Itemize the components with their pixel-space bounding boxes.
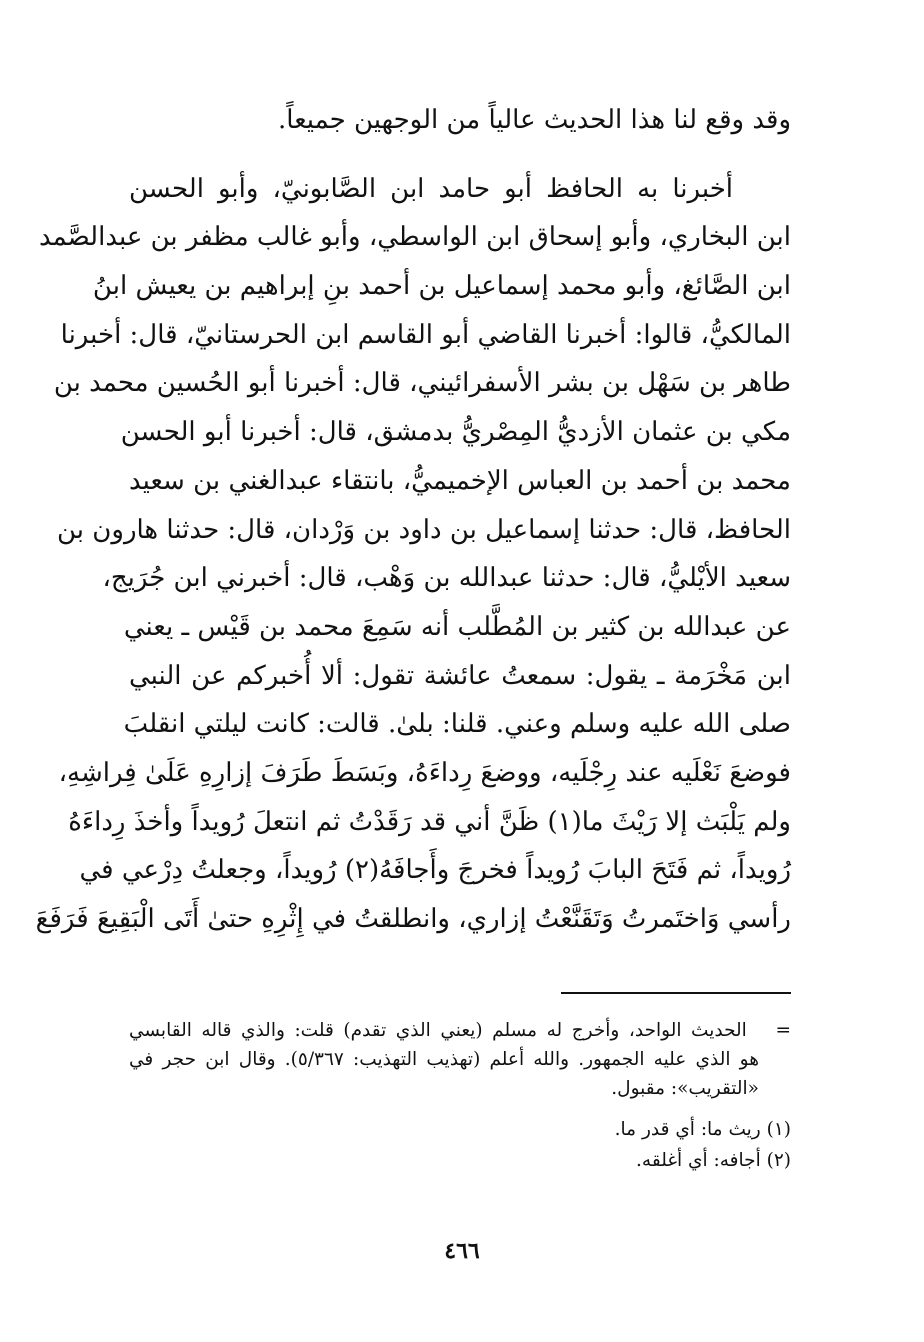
- text-line: ابن الصَّائغ، وأبو محمد إسماعيل بن أحمد بنِ إبراهيم بن يعيش ابنُ: [92, 271, 791, 302]
- footnote-line: [129, 1115, 791, 1144]
- text-line: المالكيُّ، قالوا: أخبرنا القاضي أبو القاسم ابن الحرستانيّ، قال: أخبرنا: [60, 319, 791, 350]
- footnote-text: أجافه: أي أغلقه.: [636, 1150, 761, 1171]
- text-line: طاهر بن سَهْل بن بشر الأسفرائيني، قال: أخبرنا أبو الحُسين محمد بن: [53, 368, 791, 399]
- footnote-number: (١): [766, 1119, 791, 1140]
- text-line: أخبرنا به الحافظ أبو حامد ابن الصَّابونيّ، وأبو الحسن: [129, 173, 733, 204]
- paragraph-gap: [129, 145, 791, 165]
- text-line: رُويداً، ثم فَتَحَ البابَ رُويداً فخرجَ وأَجافَهُ(٢) رُويداً، وجعلتُ دِرْعي في: [79, 855, 791, 886]
- footnote-number: (٢): [766, 1150, 791, 1171]
- text-line: محمد بن أحمد بن العباس الإخميميُّ، بانتقاء عبدالغني بن سعيد: [129, 465, 791, 496]
- text-line: رأسي وَاختَمرتُ وَتَقَنَّعْتُ إزاري، وانطلقتُ في إِثْرِهِ حتىٰ أَتَى الْبَقِيعَ فَرَفَعَ: [35, 904, 791, 934]
- footnotes: [129, 1016, 791, 1175]
- footnote-continued: [129, 1016, 791, 1103]
- text-line: صلى الله عليه وسلم وعني. قلنا: بلىٰ. قالت: كانت ليلتي انقلبَ: [123, 709, 791, 740]
- text-line: وقد وقع لنا هذا الحديث عالياً من الوجهين جميعاً.: [278, 105, 791, 135]
- text-line: الحافظ، قال: حدثنا إسماعيل بن داود بن وَرْدان، قال: حدثنا هارون بن: [57, 514, 791, 545]
- text-line: ولم يَلْبَث إلا رَيْثَ ما(١) ظَنَّ أني قد رَقَدْتُ ثم انتعلَ رُويداً وأخذَ رِداءَهُ: [68, 806, 791, 837]
- footnote-text: الحديث الواحد، وأخرج له مسلم (يعني الذي تقدم) قلت: والذي قاله القابسي: [129, 1020, 747, 1041]
- page-number: ٤٦٦: [444, 1238, 480, 1264]
- footnote-line: هو الذي عليه الجمهور. والله أعلم (تهذيب التهذيب: ٥/٣٦٧). وقال ابن حجر في: [129, 1049, 759, 1070]
- footnote-1: [129, 1115, 791, 1144]
- footnote-text: ريث ما: أي قدر ما.: [614, 1119, 761, 1140]
- footnote-line: [129, 1016, 791, 1045]
- text-line: سعيد الأيْليُّ، قال: حدثنا عبدالله بن وَهْب، قال: أخبرني ابن جُرَيج،: [102, 563, 791, 594]
- continued-marker: =: [775, 1020, 791, 1041]
- footnote-2: [129, 1146, 791, 1175]
- text-line: عن عبدالله بن كثير بن المُطَّلب أنه سَمِعَ محمد بن قَيْس ـ يعني: [123, 611, 791, 642]
- text-line: ابن البخاري، وأبو إسحاق ابن الواسطي، وأبو غالب مظفر بن عبدالصَّمد: [38, 222, 791, 253]
- footnote-divider: [561, 992, 791, 994]
- main-text: [35, 96, 791, 944]
- text-line: مكي بن عثمان الأزديُّ المِصْريُّ بدمشق، قال: أخبرنا أبو الحسن: [120, 417, 791, 448]
- text-line: ابن مَخْرَمة ـ يقول: سمعتُ عائشة تقول: ألا أُخبركم عن النبي: [129, 660, 791, 691]
- text-line: فوضعَ نَعْلَيه عند رِجْلَيه، ووضعَ رِداءَهُ، وبَسَطَ طَرَفَ إزارِهِ عَلَىٰ فِراشِهِ،: [58, 757, 791, 788]
- footnote-line: «التقريب»: مقبول.: [611, 1078, 759, 1099]
- footnote-line: [129, 1146, 791, 1175]
